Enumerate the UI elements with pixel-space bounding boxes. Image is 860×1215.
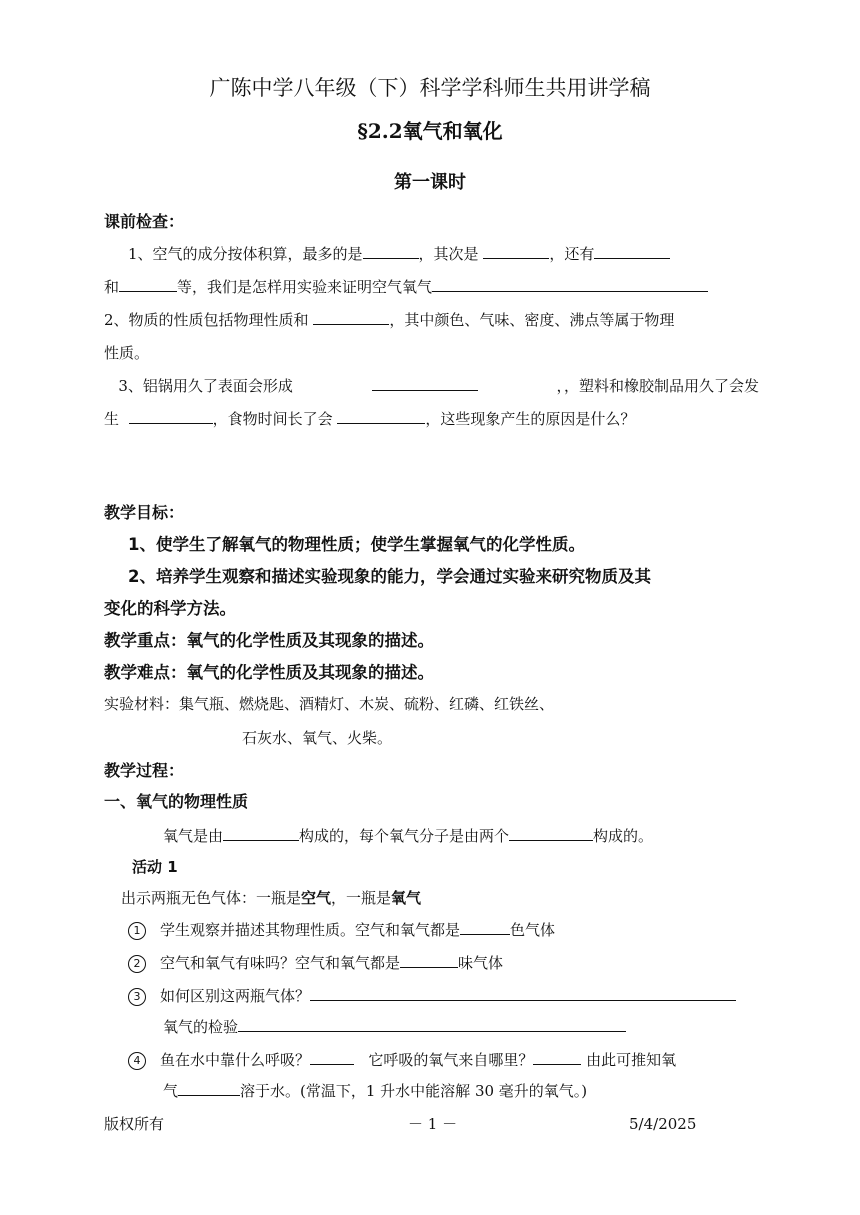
fill-sentence-1: 氧气是由 构成的，每个氧气分子是由两个 构成的。 <box>163 827 654 845</box>
answer-blank[interactable] <box>238 1016 626 1032</box>
section-1-heading: 一、氧气的物理性质 <box>104 792 249 811</box>
answer-blank[interactable] <box>313 309 389 325</box>
answer-blank[interactable] <box>223 825 299 841</box>
answer-blank[interactable] <box>372 375 478 391</box>
answer-blank[interactable] <box>432 276 708 292</box>
oxygen-test-line: 氧气的检验 <box>163 1016 626 1038</box>
circled-number: 4 <box>128 1052 146 1070</box>
lesson-title: §2.2氧气和氧化 <box>357 119 503 143</box>
footer-copyright: 版权所有 <box>104 1115 165 1133</box>
answer-blank[interactable] <box>363 243 419 259</box>
answer-blank[interactable] <box>594 243 670 259</box>
activity-item-4-line2: 气 溶于水。(常温下，1 升水中能溶解 30 毫升的氧气。) <box>163 1082 588 1100</box>
answer-blank[interactable] <box>310 985 736 1001</box>
answer-blank[interactable] <box>119 276 177 292</box>
circled-number: 1 <box>128 922 146 940</box>
answer-blank[interactable] <box>178 1080 240 1096</box>
precheck-q2-line1: 2、物质的性质包括物理性质和 ，其中颜色、气味、密度、沸点等属于物理 <box>104 311 675 329</box>
materials-line2: 石灰水、氧气、火柴。 <box>242 729 393 747</box>
key-point: 教学重点：氧气的化学性质及其现象的描述。 <box>104 631 434 650</box>
answer-blank[interactable] <box>483 243 549 259</box>
activity-item-1: 1 学生观察并描述其物理性质。空气和氧气都是 色气体 <box>128 919 555 941</box>
precheck-q1-line2: 和 等，我们是怎样用实验来证明空气氧气 <box>104 276 708 298</box>
answer-blank[interactable] <box>129 408 213 424</box>
difficulty: 教学难点：氧气的化学性质及其现象的描述。 <box>104 663 434 682</box>
answer-blank[interactable] <box>509 825 593 841</box>
circled-number: 2 <box>128 955 146 973</box>
activity-item-3: 3 如何区别这两瓶气体？ <box>128 985 736 1007</box>
document-header: 广陈中学八年级（下）科学学科师生共用讲学稿 <box>209 76 651 100</box>
goals-heading: 教学目标： <box>104 503 185 522</box>
answer-blank[interactable] <box>337 408 425 424</box>
precheck-heading: 课前检查： <box>104 212 185 231</box>
goal-1: 1、使学生了解氧气的物理性质；使学生掌握氧气的化学性质。 <box>128 535 585 554</box>
activity-item-2: 2 空气和氧气有味吗？空气和氧气都是 味气体 <box>128 952 503 974</box>
footer-page-number: － 1 － <box>408 1115 458 1133</box>
answer-blank[interactable] <box>460 919 510 935</box>
answer-blank[interactable] <box>533 1049 581 1065</box>
materials-line1: 实验材料：集气瓶、燃烧匙、酒精灯、木炭、硫粉、红磷、红铁丝、 <box>104 695 555 713</box>
precheck-q3-line2: 生 ，食物时间长了会 ，这些现象产生的原因是什么？ <box>104 410 636 428</box>
goal-2-line1: 2、培养学生观察和描述实验现象的能力，学会通过实验来研究物质及其 <box>128 567 651 586</box>
footer-date: 5/4/2025 <box>629 1115 697 1133</box>
answer-blank[interactable] <box>400 952 458 968</box>
precheck-q3-line1: 3、铝锅用久了表面会形成 ，，塑料和橡胶制品用久了会发 <box>118 377 759 395</box>
process-heading: 教学过程： <box>104 761 185 780</box>
answer-blank[interactable] <box>310 1049 354 1065</box>
goal-2-line2: 变化的科学方法。 <box>104 599 236 618</box>
precheck-q1-line1: 1、空气的成分按体积算，最多的是 ，其次是 ，还有 <box>128 243 670 265</box>
circled-number: 3 <box>128 988 146 1006</box>
activity-item-4-line1: 4 鱼在水中靠什么呼吸？ 它呼吸的氧气来自哪里？ 由此可推知氧 <box>128 1049 676 1071</box>
lesson-subtitle: 第一课时 <box>394 172 466 193</box>
activity-label: 活动 1 <box>132 858 178 876</box>
activity-intro: 出示两瓶无色气体：一瓶是空气，一瓶是氧气 <box>121 889 422 907</box>
precheck-q2-line2: 性质。 <box>104 344 150 362</box>
